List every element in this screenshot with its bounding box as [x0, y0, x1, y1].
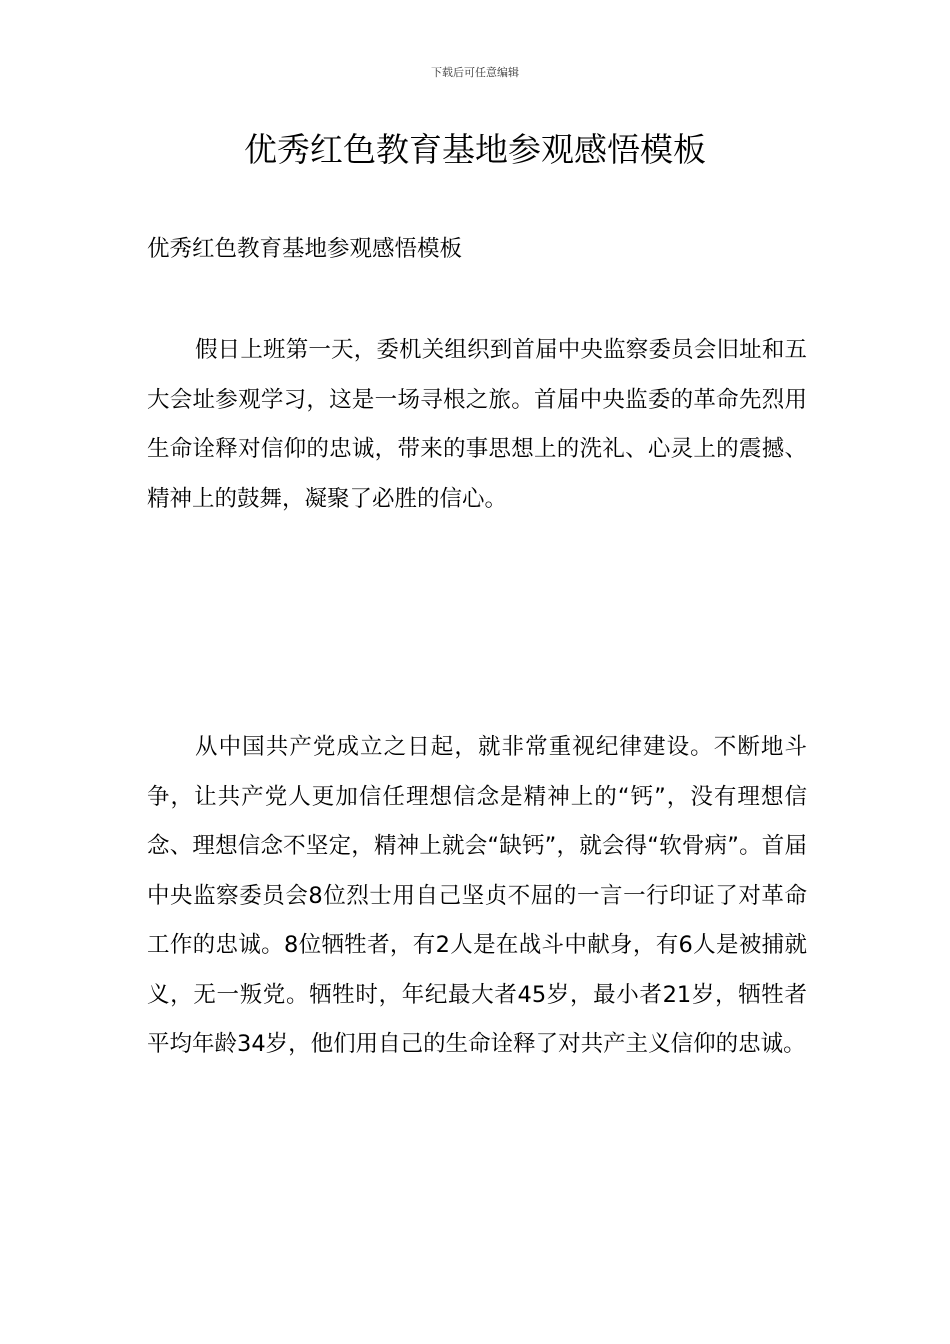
document-title: 优秀红色教育基地参观感悟模板: [244, 130, 706, 169]
paragraph: 假日上班第一天，委机关组织到首届中央监察委员会旧址和五大会址参观学习，这是一场寻根之旅。首届中央监委的革命先烈用生命诠释对信仰的忠诚，带来的事思想上的洗礼、心灵上的震撼、精神上的鼓舞，凝聚了必胜的信心。: [147, 337, 807, 512]
document-subtitle: 优秀红色教育基地参观感悟模板: [147, 236, 463, 262]
header-note: 下载后可任意编辑: [431, 66, 519, 79]
paragraph: 从中国共产党成立之日起，就非常重视纪律建设。不断地斗争，让共产党人更加信任理想信念是精神上的“钙”，没有理想信念、理想信念不坚定，精神上就会“缺钙”，就会得“软骨病”。首届中央监察委员会8位烈士用自己坚贞不屈的一言一行印证了对革命工作的忠诚。8位牺牲者，有2人是在战斗中献身，有6人是被捕就义，无一叛党。牺牲时，年纪最大者45岁，最小者21岁，牺牲者平均年龄34岁，他们用自己的生命诠释了对共产主义信仰的忠诚。: [147, 734, 807, 1057]
